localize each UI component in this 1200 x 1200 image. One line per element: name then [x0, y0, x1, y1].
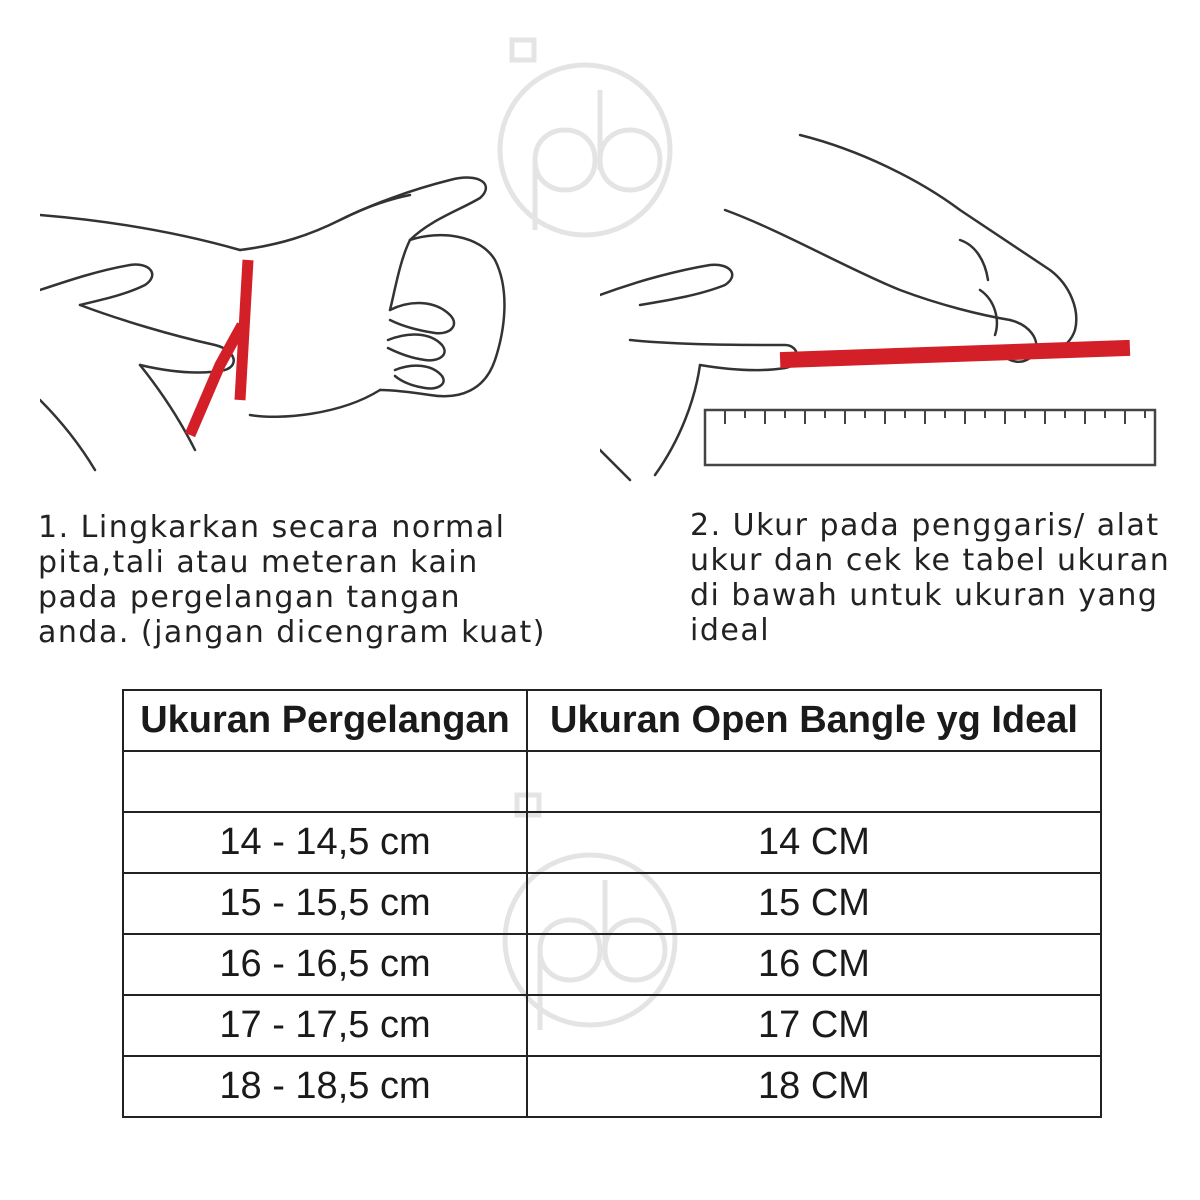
- table-row: [123, 873, 1101, 934]
- wrist-size-cell: 15 - 15,5 cm: [123, 873, 527, 934]
- table-row: [123, 934, 1101, 995]
- step-2-instruction: 2. Ukur pada penggaris/ alat ukur dan cek ke tabel ukuran di bawah untuk ukuran yang ideal: [690, 508, 1171, 648]
- table-row: [123, 1056, 1101, 1117]
- bangle-size-cell: 18 CM: [527, 1056, 1101, 1117]
- bangle-size-cell: 16 CM: [527, 934, 1101, 995]
- ruler-icon: [705, 410, 1155, 465]
- table-header-row: [123, 690, 1101, 751]
- bangle-size-cell: 14 CM: [527, 812, 1101, 873]
- wrist-size-cell: 17 - 17,5 cm: [123, 995, 527, 1056]
- table-row: [123, 751, 1101, 812]
- header-wrist-size: Ukuran Pergelangan: [123, 690, 527, 751]
- step-1-instruction: 1. Lingkarkan secara normal pita,tali atau meteran kain pada pergelangan tangan anda. (jangan dicengram kuat): [38, 510, 546, 650]
- ruler-measure-illustration: [600, 120, 1180, 490]
- wrist-size-cell: 16 - 16,5 cm: [123, 934, 527, 995]
- bangle-size-cell: 15 CM: [527, 873, 1101, 934]
- bangle-size-cell: 17 CM: [527, 995, 1101, 1056]
- table-row: [123, 995, 1101, 1056]
- wrist-size-cell: 14 - 14,5 cm: [123, 812, 527, 873]
- red-tape-strip: [780, 340, 1130, 368]
- bangle-size-cell: [527, 751, 1101, 812]
- header-bangle-size: Ukuran Open Bangle yg Ideal: [527, 690, 1101, 751]
- table-row: [123, 812, 1101, 873]
- wrist-size-cell: [123, 751, 527, 812]
- red-tape-icon: [190, 260, 248, 435]
- size-table: [122, 689, 1102, 1118]
- wrist-size-cell: 18 - 18,5 cm: [123, 1056, 527, 1117]
- watermark-logo-icon: [490, 30, 680, 260]
